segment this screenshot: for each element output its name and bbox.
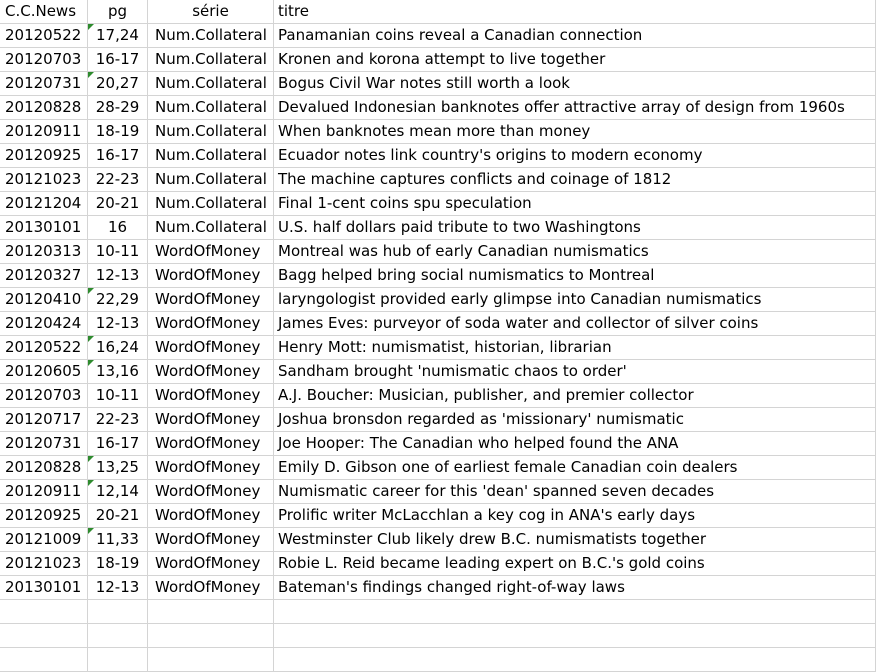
titre-cell[interactable]: Joe Hooper: The Canadian who helped found the ANA xyxy=(274,432,876,456)
date-cell[interactable]: 20120828 xyxy=(0,456,88,480)
pg-cell[interactable]: 10-11 xyxy=(88,384,148,408)
table-row xyxy=(0,408,876,432)
date-cell[interactable]: 20120424 xyxy=(0,312,88,336)
serie-cell[interactable]: Num.Collateral xyxy=(148,24,274,48)
titre-cell[interactable]: Prolific writer McLacchlan a key cog in ANA's early days xyxy=(274,504,876,528)
pg-cell[interactable]: 12-13 xyxy=(88,576,148,600)
titre-cell[interactable] xyxy=(274,600,876,624)
date-cell[interactable]: 20120925 xyxy=(0,144,88,168)
serie-cell[interactable]: WordOfMoney xyxy=(148,528,274,552)
date-cell[interactable]: 20121009 xyxy=(0,528,88,552)
titre-cell[interactable]: The machine captures conflicts and coinage of 1812 xyxy=(274,168,876,192)
date-cell[interactable]: 20121204 xyxy=(0,192,88,216)
pg-cell[interactable]: 17,24 xyxy=(88,24,148,48)
table-row xyxy=(0,336,876,360)
empty-row xyxy=(0,648,876,672)
date-cell[interactable]: 20120522 xyxy=(0,24,88,48)
serie-cell[interactable]: WordOfMoney xyxy=(148,288,274,312)
serie-cell[interactable]: Num.Collateral xyxy=(148,48,274,72)
serie-cell[interactable]: Num.Collateral xyxy=(148,168,274,192)
number-as-text-indicator-icon xyxy=(88,288,94,294)
date-cell[interactable]: 20120605 xyxy=(0,360,88,384)
table-row xyxy=(0,168,876,192)
date-cell[interactable]: 20130101 xyxy=(0,216,88,240)
titre-cell[interactable]: Bogus Civil War notes still worth a look xyxy=(274,72,876,96)
titre-cell[interactable] xyxy=(274,624,876,648)
date-cell[interactable] xyxy=(0,648,88,672)
serie-cell[interactable]: WordOfMoney xyxy=(148,576,274,600)
table-row xyxy=(0,312,876,336)
table-row xyxy=(0,384,876,408)
pg-cell[interactable]: 22-23 xyxy=(88,168,148,192)
date-cell[interactable]: 20121023 xyxy=(0,168,88,192)
pg-cell[interactable]: 22-23 xyxy=(88,408,148,432)
date-cell[interactable]: 20120911 xyxy=(0,480,88,504)
header-row xyxy=(0,0,876,24)
titre-cell[interactable]: Westminster Club likely drew B.C. numismatists together xyxy=(274,528,876,552)
serie-cell[interactable]: WordOfMoney xyxy=(148,408,274,432)
pg-cell[interactable]: 13,16 xyxy=(88,360,148,384)
date-cell[interactable]: 20120828 xyxy=(0,96,88,120)
table-row xyxy=(0,456,876,480)
pg-cell[interactable]: 18-19 xyxy=(88,120,148,144)
titre-cell[interactable]: James Eves: purveyor of soda water and collector of silver coins xyxy=(274,312,876,336)
pg-cell[interactable]: 20,27 xyxy=(88,72,148,96)
serie-cell[interactable]: WordOfMoney xyxy=(148,336,274,360)
date-cell[interactable]: 20121023 xyxy=(0,552,88,576)
titre-cell[interactable]: Bateman's findings changed right-of-way laws xyxy=(274,576,876,600)
titre-cell[interactable]: Emily D. Gibson one of earliest female Canadian coin dealers xyxy=(274,456,876,480)
serie-cell[interactable]: Num.Collateral xyxy=(148,192,274,216)
number-as-text-indicator-icon xyxy=(88,24,94,30)
pg-cell[interactable]: 16-17 xyxy=(88,144,148,168)
serie-cell[interactable]: WordOfMoney xyxy=(148,552,274,576)
pg-cell[interactable] xyxy=(88,600,148,624)
date-cell[interactable]: 20120925 xyxy=(0,504,88,528)
titre-cell[interactable]: A.J. Boucher: Musician, publisher, and premier collector xyxy=(274,384,876,408)
table-row xyxy=(0,288,876,312)
serie-cell[interactable]: Num.Collateral xyxy=(148,120,274,144)
serie-cell[interactable]: WordOfMoney xyxy=(148,360,274,384)
table-row xyxy=(0,480,876,504)
number-as-text-indicator-icon xyxy=(88,336,94,342)
header-cell-titre[interactable]: titre xyxy=(274,0,876,24)
serie-cell[interactable]: WordOfMoney xyxy=(148,480,274,504)
pg-cell[interactable]: 20-21 xyxy=(88,504,148,528)
titre-cell[interactable]: Kronen and korona attempt to live together xyxy=(274,48,876,72)
titre-cell[interactable]: Joshua bronsdon regarded as 'missionary' numismatic xyxy=(274,408,876,432)
pg-cell[interactable]: 13,25 xyxy=(88,456,148,480)
date-cell[interactable] xyxy=(0,600,88,624)
date-cell[interactable]: 20120313 xyxy=(0,240,88,264)
pg-cell[interactable]: 16-17 xyxy=(88,432,148,456)
serie-cell[interactable]: WordOfMoney xyxy=(148,456,274,480)
header-cell-pg[interactable]: pg xyxy=(88,0,148,24)
serie-cell[interactable]: Num.Collateral xyxy=(148,96,274,120)
table-row xyxy=(0,528,876,552)
pg-cell[interactable]: 12-13 xyxy=(88,312,148,336)
date-cell[interactable]: 20120410 xyxy=(0,288,88,312)
date-cell[interactable]: 20130101 xyxy=(0,576,88,600)
header-cell-serie[interactable]: série xyxy=(148,0,274,24)
number-as-text-indicator-icon xyxy=(88,360,94,366)
titre-cell[interactable]: Numismatic career for this 'dean' spanned seven decades xyxy=(274,480,876,504)
number-as-text-indicator-icon xyxy=(88,528,94,534)
table-row xyxy=(0,504,876,528)
titre-cell[interactable]: Final 1-cent coins spu speculation xyxy=(274,192,876,216)
serie-cell[interactable]: Num.Collateral xyxy=(148,216,274,240)
pg-cell[interactable] xyxy=(88,648,148,672)
titre-cell[interactable]: Henry Mott: numismatist, historian, librarian xyxy=(274,336,876,360)
pg-cell[interactable]: 16,24 xyxy=(88,336,148,360)
number-as-text-indicator-icon xyxy=(88,456,94,462)
table-row xyxy=(0,48,876,72)
pg-cell[interactable]: 18-19 xyxy=(88,552,148,576)
pg-cell[interactable]: 12,14 xyxy=(88,480,148,504)
date-cell[interactable]: 20120731 xyxy=(0,72,88,96)
titre-cell[interactable]: laryngologist provided early glimpse into Canadian numismatics xyxy=(274,288,876,312)
date-cell[interactable]: 20120703 xyxy=(0,384,88,408)
titre-cell[interactable]: When banknotes mean more than money xyxy=(274,120,876,144)
pg-cell[interactable]: 20-21 xyxy=(88,192,148,216)
empty-row xyxy=(0,600,876,624)
table-row xyxy=(0,72,876,96)
titre-cell[interactable]: Bagg helped bring social numismatics to Montreal xyxy=(274,264,876,288)
header-cell-cc-news[interactable]: C.C.News xyxy=(0,0,88,24)
titre-cell[interactable]: Devalued Indonesian banknotes offer attractive array of design from 1960s xyxy=(274,96,876,120)
titre-cell[interactable]: Ecuador notes link country's origins to modern economy xyxy=(274,144,876,168)
titre-cell[interactable]: Sandham brought 'numismatic chaos to order' xyxy=(274,360,876,384)
empty-row xyxy=(0,624,876,648)
pg-cell[interactable]: 12-13 xyxy=(88,264,148,288)
table-row xyxy=(0,264,876,288)
date-cell[interactable]: 20120731 xyxy=(0,432,88,456)
serie-cell[interactable]: Num.Collateral xyxy=(148,144,274,168)
serie-cell[interactable] xyxy=(148,624,274,648)
serie-cell[interactable] xyxy=(148,600,274,624)
serie-cell[interactable]: WordOfMoney xyxy=(148,312,274,336)
date-cell[interactable]: 20120522 xyxy=(0,336,88,360)
table-row xyxy=(0,432,876,456)
pg-cell[interactable]: 16-17 xyxy=(88,48,148,72)
pg-cell[interactable]: 11,33 xyxy=(88,528,148,552)
date-cell[interactable] xyxy=(0,624,88,648)
serie-cell[interactable]: WordOfMoney xyxy=(148,264,274,288)
titre-cell[interactable]: U.S. half dollars paid tribute to two Washingtons xyxy=(274,216,876,240)
pg-cell[interactable]: 28-29 xyxy=(88,96,148,120)
titre-cell[interactable]: Montreal was hub of early Canadian numismatics xyxy=(274,240,876,264)
number-as-text-indicator-icon xyxy=(88,480,94,486)
serie-cell[interactable]: WordOfMoney xyxy=(148,504,274,528)
table-row xyxy=(0,24,876,48)
pg-cell[interactable] xyxy=(88,624,148,648)
table-row xyxy=(0,120,876,144)
date-cell[interactable]: 20120327 xyxy=(0,264,88,288)
number-as-text-indicator-icon xyxy=(88,72,94,78)
table-row xyxy=(0,96,876,120)
titre-cell[interactable]: Robie L. Reid became leading expert on B.C.'s gold coins xyxy=(274,552,876,576)
serie-cell[interactable]: WordOfMoney xyxy=(148,432,274,456)
table-row xyxy=(0,576,876,600)
titre-cell[interactable]: Panamanian coins reveal a Canadian connection xyxy=(274,24,876,48)
table-row xyxy=(0,360,876,384)
table-row xyxy=(0,192,876,216)
date-cell[interactable]: 20120703 xyxy=(0,48,88,72)
table-row xyxy=(0,144,876,168)
serie-cell[interactable]: WordOfMoney xyxy=(148,384,274,408)
table-row xyxy=(0,216,876,240)
table-row xyxy=(0,552,876,576)
pg-cell[interactable]: 10-11 xyxy=(88,240,148,264)
table-row xyxy=(0,240,876,264)
serie-cell[interactable]: WordOfMoney xyxy=(148,240,274,264)
pg-cell[interactable]: 16 xyxy=(88,216,148,240)
date-cell[interactable]: 20120911 xyxy=(0,120,88,144)
pg-cell[interactable]: 22,29 xyxy=(88,288,148,312)
serie-cell[interactable]: Num.Collateral xyxy=(148,72,274,96)
serie-cell[interactable] xyxy=(148,648,274,672)
date-cell[interactable]: 20120717 xyxy=(0,408,88,432)
titre-cell[interactable] xyxy=(274,648,876,672)
